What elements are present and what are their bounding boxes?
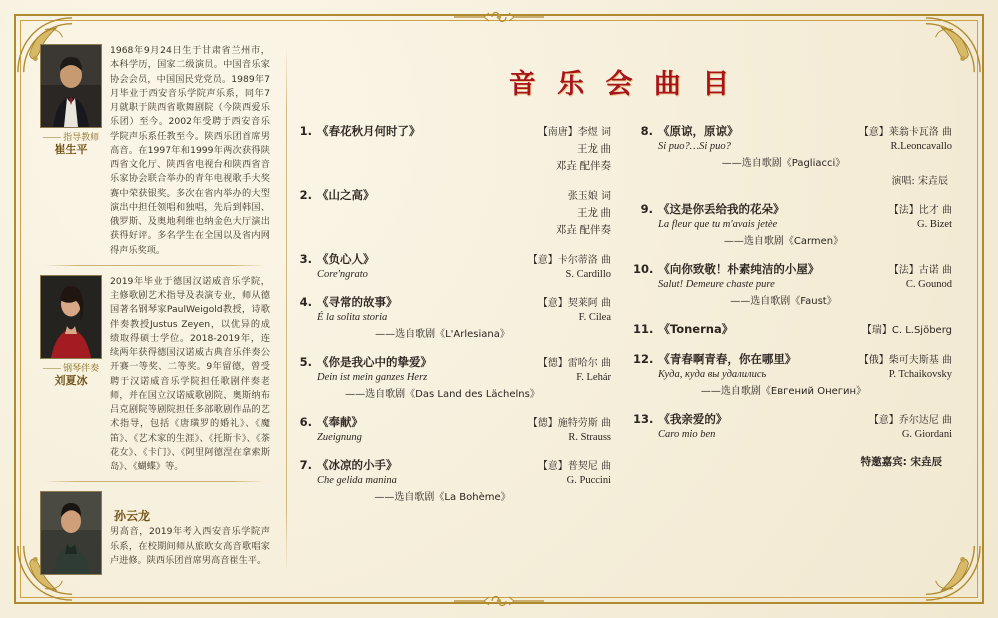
item-number: 4. xyxy=(299,295,312,309)
program-item xyxy=(292,294,611,340)
conductor-role xyxy=(43,132,99,158)
item-composer: C. Gounod xyxy=(905,279,952,290)
conductor-bio-text: 1968年9月24日生于甘肃省兰州市，本科学历，国家二级演员。中国音乐家协会会员，中国国民党党员。1989年7月毕业于西安音乐学院声乐系，同年7月就职于陕西省歌舞剧院（今陕西爱乐乐团）至今。2002年受聘于西安音乐学院声乐系任教至今。陕西乐团首席男高音。在1997年和1999年两次获得陕西省文化厅、陕西省电视台和陕西省音乐家协会联合举办的青年电视歌手大奖赛中荣获银奖。多次在省内举办的大型演出中担任领唱和独唱，先后到韩国、俄罗斯、及奥地利维也纳金色大厅演出获得好评。多名学生在全国以及省内网得声乐奖项。 xyxy=(110,45,270,256)
item-credit: 【德】雷哈尔 曲 xyxy=(537,358,611,369)
item-credit: 【俄】柴可夫斯基 曲 xyxy=(858,355,952,366)
program-item xyxy=(292,251,611,280)
program-item xyxy=(292,457,611,503)
program-item xyxy=(633,321,952,337)
item-title-cn: 《Tonerna》 xyxy=(658,322,734,336)
edge-ornament-top xyxy=(454,8,544,26)
program-panel xyxy=(270,40,958,578)
item-credit: 【意】乔尔达尼 曲 xyxy=(868,415,952,426)
item-number: 10. xyxy=(633,262,654,276)
item-composer: F. Lehár xyxy=(576,372,611,383)
item-title-foreign: Zueignung xyxy=(317,432,362,443)
item-composer: G. Bizet xyxy=(917,219,952,230)
item-credit: 【德】施特劳斯 曲 xyxy=(527,418,611,429)
item-credit: 邓垚 配伴奏 xyxy=(555,161,611,172)
item-title-cn: 《奉献》 xyxy=(317,415,363,429)
item-number: 13. xyxy=(633,412,654,426)
item-credit: 张玉娘 词 xyxy=(567,191,611,202)
item-title-foreign: Куда, куда вы удалились xyxy=(658,369,767,380)
item-credit: 【南唐】李煜 词 xyxy=(537,127,611,138)
program-item xyxy=(292,414,611,443)
conductor-name: 崔生平 xyxy=(54,144,88,157)
special-guest-label: 特邀嘉宾: 宋垚辰 xyxy=(860,456,942,468)
item-credit: 王龙 曲 xyxy=(576,144,611,155)
item-title-foreign: Si puo?…Si puo? xyxy=(658,141,731,152)
program-column-right xyxy=(633,123,952,517)
item-source: ——选自歌剧《Faust》 xyxy=(730,296,837,307)
singer-bio-text: 男高音，2019年考入西安音乐学院声乐系，在校期间师从旅欧女高音歌唱家卢进修。陕西乐团首席男高音崔生平。 xyxy=(110,526,270,566)
singer-name: 孙云龙 xyxy=(114,509,151,524)
item-composer: R.Leoncavallo xyxy=(890,141,952,152)
item-title-cn: 《青春啊青春，你在哪里》 xyxy=(658,352,797,366)
item-credit: 【法】比才 曲 xyxy=(888,205,952,216)
item-credit: 【意】契莱阿 曲 xyxy=(537,298,611,309)
item-title-cn: 《冰凉的小手》 xyxy=(317,458,398,472)
bio-divider-2 xyxy=(44,481,266,482)
item-credit: 【意】卡尔蒂洛 曲 xyxy=(527,255,611,266)
item-title-cn: 《你是我心中的挚爱》 xyxy=(317,355,432,369)
bio-pianist xyxy=(40,275,270,475)
bio-conductor xyxy=(40,44,270,258)
conductor-photo xyxy=(40,44,102,128)
bio-divider-1 xyxy=(44,265,266,266)
item-composer: G. Giordani xyxy=(901,429,952,440)
item-number: 1. xyxy=(299,124,312,138)
program-item xyxy=(292,187,611,237)
item-source: ——选自歌剧《Евгений Онегин》 xyxy=(700,386,867,397)
program-item xyxy=(633,201,952,247)
item-credit: 【意】莱翁卡瓦洛 曲 xyxy=(858,127,952,138)
item-title-cn: 《负心人》 xyxy=(317,252,375,266)
item-number: 8. xyxy=(640,124,653,138)
item-performer: 演唱: 宋垚辰 xyxy=(891,176,948,187)
item-number: 3. xyxy=(299,252,312,266)
item-title-cn: 《山之高》 xyxy=(317,188,375,202)
pianist-name: 刘夏冰 xyxy=(54,375,88,387)
item-number: 6. xyxy=(299,415,312,429)
conductor-role-label: —— 指导教师 xyxy=(42,132,100,142)
item-credit: 【瑞】C. L.Sjöberg xyxy=(861,325,952,336)
item-source: ——选自歌剧《La Bohème》 xyxy=(374,492,511,503)
item-title-foreign: La fleur que tu m'avais jetèe xyxy=(658,219,778,230)
item-title-foreign: Dein ist mein ganzes Herz xyxy=(317,372,428,383)
item-credit: 邓垚 配伴奏 xyxy=(555,225,611,236)
item-title-foreign: É la solita storia xyxy=(317,312,388,323)
page-title: 音 乐 会 曲 目 xyxy=(508,69,736,100)
pianist-photo xyxy=(40,275,102,359)
item-credit: 【法】古诺 曲 xyxy=(888,265,952,276)
pianist-role-label: —— 钢琴伴奏 xyxy=(42,362,100,373)
item-title-cn: 《我亲爱的》 xyxy=(658,412,728,426)
item-title-foreign: Core'ngrato xyxy=(317,269,368,280)
item-title-foreign: Che gelida manina xyxy=(317,475,397,486)
item-composer: R. Strauss xyxy=(568,432,611,443)
item-title-foreign: Salut! Demeure chaste pure xyxy=(658,279,775,290)
item-number: 2. xyxy=(299,188,312,202)
item-title-foreign: Caro mio ben xyxy=(658,429,716,440)
item-title-cn: 《向你致敬！朴素纯洁的小屋》 xyxy=(658,262,820,276)
item-source: ——选自歌剧《Carmen》 xyxy=(723,236,844,247)
item-number: 5. xyxy=(299,355,312,369)
program-item xyxy=(292,354,611,400)
edge-ornament-bottom xyxy=(454,592,544,610)
performers-panel xyxy=(40,40,270,578)
item-composer: G. Puccini xyxy=(566,475,611,486)
item-composer: P. Tchaikovsky xyxy=(888,369,952,380)
item-source: ——选自歌剧《Pagliacci》 xyxy=(721,158,846,169)
item-title-cn: 《这是你丢给我的花朵》 xyxy=(658,202,785,216)
pianist-bio-text: 2019年毕业于德国汉诺威音乐学院，主修歌剧艺术指导及表演专业，师从德国著名钢琴家PaulWeigold教授，诗歌伴奏教授Justus Zeyen，以优异的成绩取得硕士学位。2018-2019年，连续两年获得德国汉诺威古典音乐伴奏公开赛一等奖、二等奖。9年留德，曾受聘于汉诺威音乐学院担任歌剧伴奏老师，并在国立汉诺威歌剧院、奥斯纳布吕克剧院等剧院担任多部歌剧作品的艺术指导，包括《唐璜罗的婚礼》、《魔笛》、《艺术家的生涯》、《托斯卡》、《茶花女》、《卡门》、《阿里阿德涅在拿索斯岛》、《蝴蝶》等。 xyxy=(110,275,270,472)
item-title-cn: 《原谅，原谅》 xyxy=(658,124,739,138)
item-composer: F. Cilea xyxy=(578,312,611,323)
item-number: 12. xyxy=(633,352,654,366)
item-number: 9. xyxy=(640,202,653,216)
program-item xyxy=(633,411,952,440)
program-item xyxy=(292,123,611,173)
item-title-cn: 《寻常的故事》 xyxy=(317,295,398,309)
program-item xyxy=(633,123,952,187)
bio-singer xyxy=(40,491,270,575)
item-title-cn: 《春花秋月何时了》 xyxy=(317,124,421,138)
item-credit: 王龙 曲 xyxy=(576,208,611,219)
singer-photo xyxy=(40,491,102,575)
program-column-left xyxy=(292,123,611,517)
item-number: 11. xyxy=(633,322,654,336)
program-item xyxy=(633,351,952,397)
pianist-role xyxy=(43,363,99,389)
program-item xyxy=(633,261,952,307)
item-credit: 【意】普契尼 曲 xyxy=(537,461,611,472)
item-composer: S. Cardillo xyxy=(565,269,611,280)
item-source: ——选自歌剧《Das Land des Lächelns》 xyxy=(345,389,540,400)
item-source: ——选自歌剧《L'Arlesiana》 xyxy=(375,329,510,340)
item-number: 7. xyxy=(299,458,312,472)
